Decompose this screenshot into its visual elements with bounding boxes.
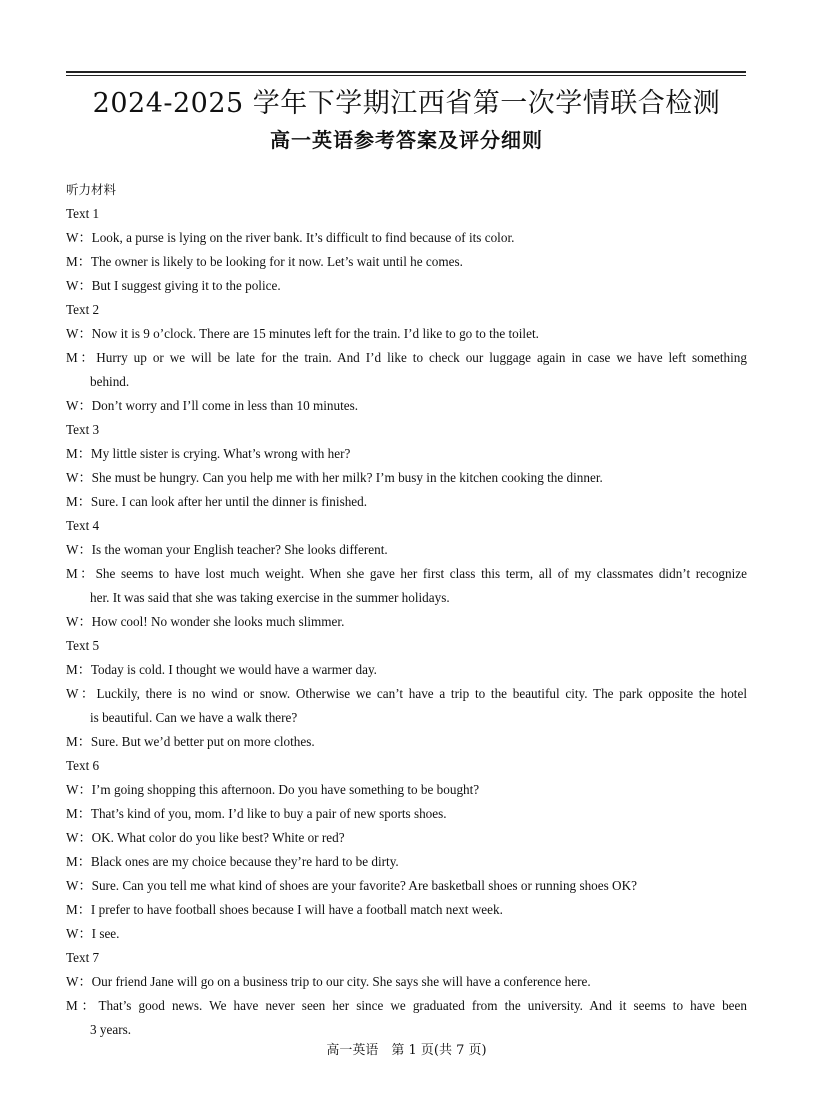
header-rule — [66, 71, 746, 73]
dialogue-line: M：Hurry up or we will be late for the train. And I’d like to check our luggage again in case we have left something — [66, 350, 747, 365]
dialogue-line: W：How cool! No wonder she looks much slimmer. — [66, 614, 345, 629]
dialogue-line: W：I’m going shopping this afternoon. Do you have something to be bought? — [66, 782, 480, 797]
dialogue-line: M：That’s kind of you, mom. I’d like to buy a pair of new sports shoes. — [66, 806, 447, 821]
dialogue-line-continued: 3 years. — [90, 1022, 132, 1037]
dialogue-line-continued: behind. — [90, 374, 130, 389]
dialogue-line: W：Now it is 9 o’clock. There are 15 minutes left for the train. I’d like to go to the toilet. — [66, 326, 539, 341]
dialogue-line: M：Sure. I can look after her until the dinner is finished. — [66, 494, 368, 509]
dialogue-line: M：She seems to have lost much weight. When she gave her first class this term, all of my classmates didn’t recognize — [66, 566, 747, 581]
text-heading: Text 5 — [66, 638, 100, 653]
dialogue-line: M：Sure. But we’d better put on more clothes. — [66, 734, 315, 749]
text-heading: Text 3 — [66, 422, 100, 437]
dialogue-line: W：She must be hungry. Can you help me with her milk? I’m busy in the kitchen cooking the dinner. — [66, 470, 603, 485]
document-subtitle: 高一英语参考答案及评分细则 — [270, 128, 543, 152]
dialogue-line: M：The owner is likely to be looking for it now. Let’s wait until he comes. — [66, 254, 463, 269]
header-rule — [66, 75, 746, 76]
dialogue-line: W：Luckily, there is no wind or snow. Otherwise we can’t have a trip to the beautiful city. The park opposite the hotel — [66, 686, 747, 701]
dialogue-line: M：That’s good news. We have never seen her since we graduated from the university. And it seems to have been — [66, 998, 747, 1013]
dialogue-line: M：My little sister is crying. What’s wrong with her? — [66, 446, 351, 461]
dialogue-line: M：Black ones are my choice because they’re hard to be dirty. — [66, 854, 399, 869]
section-title: 听力材料 — [66, 182, 117, 197]
dialogue-line: W：Don’t worry and I’ll come in less than 10 minutes. — [66, 398, 359, 413]
text-heading: Text 4 — [66, 518, 100, 533]
document-title: 2024-2025 学年下学期江西省第一次学情联合检测 — [92, 88, 721, 119]
text-heading: Text 6 — [66, 758, 100, 773]
dialogue-line: W：But I suggest giving it to the police. — [66, 278, 281, 293]
dialogue-line: M：I prefer to have football shoes because I will have a football match next week. — [66, 902, 503, 917]
dialogue-line: W：OK. What color do you like best? White or red? — [66, 830, 345, 845]
page-footer: 高一英语 第 1 页(共 7 页) — [326, 1043, 487, 1058]
dialogue-line-continued: is beautiful. Can we have a walk there? — [90, 710, 298, 725]
dialogue-line: W：Is the woman your English teacher? She looks different. — [66, 542, 388, 557]
text-heading: Text 2 — [66, 302, 100, 317]
text-heading: Text 1 — [66, 206, 100, 221]
dialogue-line: W：Sure. Can you tell me what kind of shoes are your favorite? Are basketball shoes or running shoes OK? — [66, 878, 637, 893]
dialogue-line: W：I see. — [66, 926, 120, 941]
dialogue-line-continued: her. It was said that she was taking exercise in the summer holidays. — [90, 590, 450, 605]
dialogue-line: W：Our friend Jane will go on a business trip to our city. She says she will have a conference here. — [66, 974, 591, 989]
dialogue-line: W：Look, a purse is lying on the river bank. It’s difficult to find because of its color. — [66, 230, 515, 245]
text-heading: Text 7 — [66, 950, 100, 965]
listening-transcript — [66, 178, 747, 1042]
dialogue-line: M：Today is cold. I thought we would have a warmer day. — [66, 662, 377, 677]
